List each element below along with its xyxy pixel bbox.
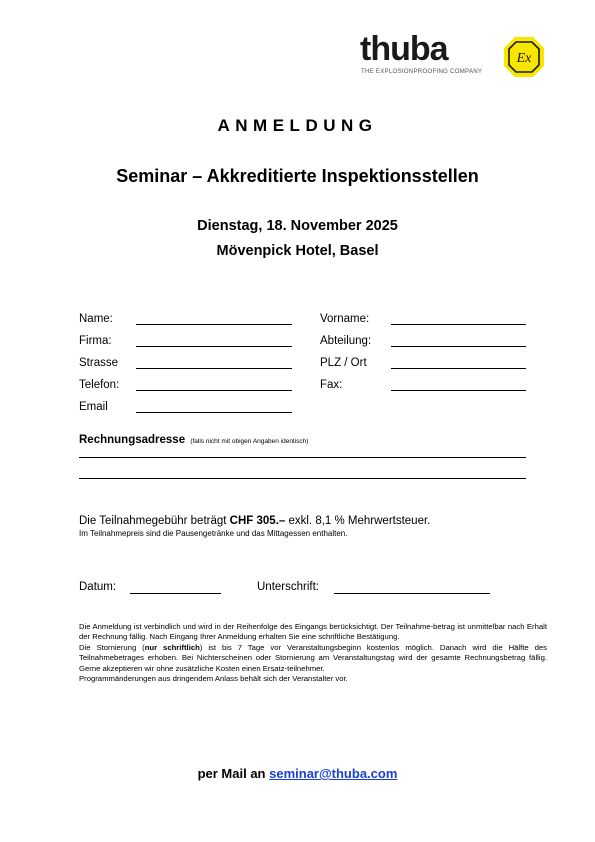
terms-p2-before: Die Stornierung ( (79, 642, 145, 652)
fee-text (79, 515, 430, 527)
firma-label: Firma: (79, 335, 112, 347)
email-field[interactable] (136, 412, 292, 413)
seminar-title: Seminar – Akkreditierte Inspektionsstellen (116, 166, 479, 186)
telefon-label: Telefon: (79, 379, 120, 391)
logo-tagline: THE EXPLOSIONPROOFING COMPANY (361, 68, 483, 75)
vorname-label: Vorname: (320, 313, 370, 325)
terms-paragraph-1: Die Anmeldung ist verbindlich und wird in der Reihenfolge des Eingangs berücksichtigt. Der Teilnahme-betrag ist unmittelbar nach Erhalt der Rechnung fällig. Nach Eingang Ihrer Anmeldung erhalten Sie eine schriftliche Bestätigung. (79, 622, 547, 642)
rechnungsadresse-title: Rechnungsadresse (79, 434, 186, 446)
rechnungsadresse-note: (falls nicht mit obigen Angaben identisch) (190, 438, 309, 445)
logo-text: thuba (360, 30, 448, 66)
telefon-field[interactable] (136, 390, 292, 391)
plz-ort-label: PLZ / Ort (320, 357, 367, 369)
mail-prefix: per Mail an (197, 766, 270, 781)
email-label: Email (79, 401, 108, 413)
strasse-field[interactable] (136, 368, 292, 369)
datum-field[interactable] (130, 593, 221, 594)
unterschrift-label: Unterschrift: (257, 581, 319, 593)
abteilung-label: Abteilung: (320, 335, 372, 347)
fee-included-text: Im Teilnahmepreis sind die Pausengetränke und das Mittagessen enthalten. (79, 529, 348, 538)
fee-text-before: Die Teilnahmegebühr beträgt (79, 515, 230, 527)
fax-field[interactable] (391, 390, 526, 391)
rechnungsadresse-line-1[interactable] (79, 457, 526, 458)
rechnungsadresse-label (79, 434, 308, 446)
event-venue: Mövenpick Hotel, Basel (216, 243, 379, 259)
thuba-logo (360, 30, 460, 66)
name-field[interactable] (136, 324, 292, 325)
firma-field[interactable] (136, 346, 292, 347)
terms-p2-bold: nur schriftlich (144, 642, 200, 652)
terms-p2-after: ) ist bis 7 Tage vor Veranstaltungsbeginn kostenlos möglich. Danach wird die Hälfte des Teilnahmebetrages erhoben. Bei Nichterscheinen oder Stornierung am Veranstaltungstag wird der gesamte Rechnungsbetrag fällig. Gerne akzeptieren wir ohne zusätzliche Kosten einen Ersatz-teilnehmer. (79, 642, 547, 673)
strasse-label: Strasse (79, 357, 118, 369)
vorname-field[interactable] (391, 324, 526, 325)
fax-label: Fax: (320, 379, 343, 391)
terms-paragraph-2 (79, 643, 547, 674)
plz-ort-field[interactable] (391, 368, 526, 369)
mail-instruction (0, 766, 595, 781)
ex-symbol-icon (503, 36, 545, 78)
ex-symbol-text: Ex (516, 51, 532, 66)
abteilung-field[interactable] (391, 346, 526, 347)
name-label: Name: (79, 313, 113, 325)
rechnungsadresse-line-2[interactable] (79, 478, 526, 479)
page-title: ANMELDUNG (217, 116, 378, 135)
event-date: Dienstag, 18. November 2025 (197, 218, 398, 234)
datum-label: Datum: (79, 581, 117, 593)
terms-paragraph-3: Programmänderungen aus dringendem Anlass behält sich der Veranstalter vor. (79, 674, 348, 684)
terms-text (79, 622, 547, 684)
unterschrift-field[interactable] (334, 593, 490, 594)
fee-text-after: exkl. 8,1 % Mehrwertsteuer. (285, 515, 431, 527)
mail-link[interactable]: seminar@thuba.com (269, 766, 398, 781)
fee-amount: CHF 305.– (229, 515, 286, 527)
